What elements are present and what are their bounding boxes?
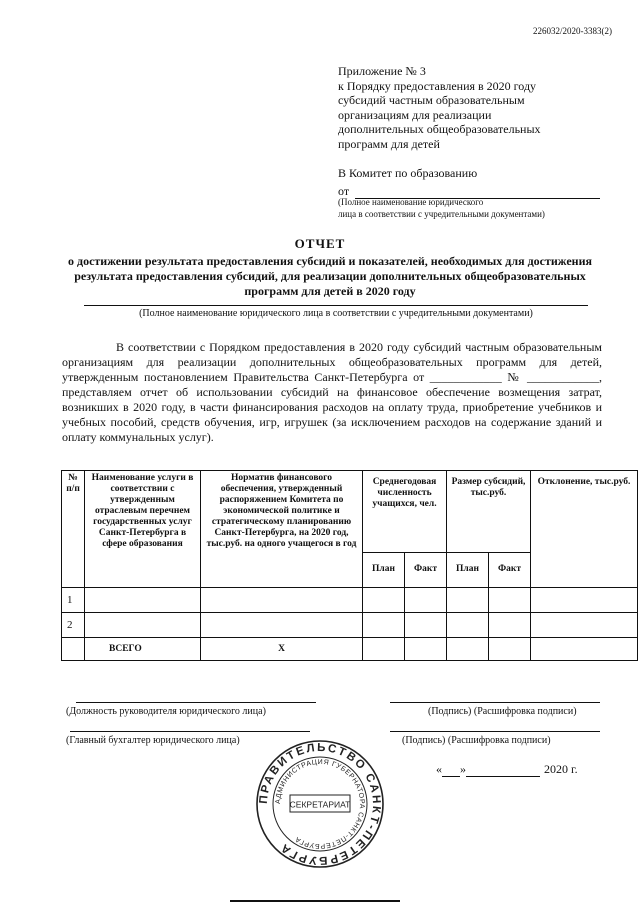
head-position-line [76,702,316,703]
document-title: ОТЧЕТ [294,236,346,251]
row-number: 1 [62,588,85,613]
cell-service [85,613,201,638]
head-position-label: (Должность руководителя юридического лица) [66,706,266,717]
bottom-rule [230,900,400,902]
total-size-plan [447,638,489,661]
entity-hint: (Полное наименование юридического лица в соответствии с учредительными документами) [139,308,533,319]
cell-deviation [531,613,638,638]
document-number: 226032/2020-3383(2) [533,26,612,36]
date-day-blank [442,765,460,777]
header-fact: Факт [489,552,531,587]
cell-avg-plan [363,613,405,638]
total-size-fact [489,638,531,661]
body-text [62,340,602,445]
accountant-label: (Главный бухгалтер юридического лица) [66,735,240,746]
date-year: 2020 г. [544,762,578,776]
accountant-signature-line [390,731,600,732]
report-date [436,762,578,777]
total-avg-plan [363,638,405,661]
row-number: 2 [62,613,85,638]
header-num: № п/п [62,471,85,588]
total-row [62,638,638,661]
header-avg-count: Среднегодовая численность учащихся, чел. [363,471,447,553]
recipient-hint [338,196,608,220]
date-month-blank [466,765,540,777]
appendix-line: к Порядку предоставления в 2020 году [338,78,537,93]
cell-size-fact [489,588,531,613]
cell-size-plan [447,613,489,638]
entity-blank-line [84,305,588,306]
date-close-quote: » [460,762,466,776]
cell-avg-plan [363,588,405,613]
cell-avg-fact [405,613,447,638]
table-row [62,613,638,638]
document-subtitle: о достижении результата предоставления субсидий и показателей, необходимых для достижения результата предоставления субсидий, для реализации дополнительных общеобразовательных программ для детей в 2020 году [68,254,592,298]
total-norm-mark: Х [201,638,363,661]
date-open-quote: « [436,762,442,776]
hint-line-1: (Полное наименование юридического [338,197,484,207]
header-deviation: Отклонение, тыс.руб. [531,471,638,588]
svg-text:СЕКРЕТАРИАТ: СЕКРЕТАРИАТ [289,799,351,810]
total-num-cell [62,638,85,661]
total-avg-fact [405,638,447,661]
appendix-line: программ для детей [338,136,440,151]
table-row [62,588,638,613]
head-signature-line [390,702,600,703]
appendix-line: субсидий частным образовательным [338,93,525,107]
header-fact: Факт [405,552,447,587]
total-label: ВСЕГО [85,638,201,661]
cell-avg-fact [405,588,447,613]
header-norm: Норматив финансового обеспечения, утвержденный распоряжением Комитета по экономической политике и стратегическому планированию Санкт-Петербурга, на 2020 год, тыс.руб. на одного учащегося в год [201,471,363,588]
appendix-line: дополнительных общеобразовательных [338,122,541,136]
accountant-line [70,731,310,732]
total-deviation [531,638,638,661]
header-service: Наименование услуги в соответствии с утвержденным отраслевым перечнем государственных услуг Санкт-Петербурга в сфере образования [85,471,201,588]
cell-size-plan [447,588,489,613]
appendix-line: организациям для реализации [338,107,492,122]
cell-service [85,588,201,613]
head-signature-label: (Подпись) (Расшифровка подписи) [428,706,577,717]
cell-deviation [531,588,638,613]
hint-line-2: лица в соответствии с учредительными документами) [338,209,545,219]
appendix-line: Приложение № 3 [338,64,426,78]
header-plan: План [363,552,405,587]
official-stamp [254,738,386,875]
cell-norm [201,588,363,613]
svg-text:АДМИНИСТРАЦИЯ ГУБЕРНАТОРА САНК: АДМИНИСТРАЦИЯ ГУБЕРНАТОРА САНКТ-ПЕТЕРБУРГА [274,758,366,850]
body-paragraph: В соответствии с Порядком предоставления в 2020 году субсидий частным образовательным организациям для реализации дополнительных общеобразовательных программ для детей, утвержденным постановлением Правительства Санкт-Петербурга от ____________ № ____________, представляем отчет об использовании субсидий на финансовое обеспечение возмещения затрат, возникших в 2020 году, в части финансирования расходов на оплату труда, приобретение учебников и учебных пособий, средств обучения, игр, игрушек (за исключением расходов на содержание зданий и оплату коммунальных услуг). [62,340,602,444]
svg-text:ПРАВИТЕЛЬСТВО САНКТ-ПЕТЕРБУРГА: ПРАВИТЕЛЬСТВО САНКТ-ПЕТЕРБУРГА [257,741,383,867]
stamp-seal-icon [254,738,386,870]
appendix-header [338,64,618,151]
report-table [61,470,638,661]
header-subsidy-size: Размер субсидий, тыс.руб. [447,471,531,553]
header-plan: План [447,552,489,587]
cell-size-fact [489,613,531,638]
from-label: от [338,184,350,198]
recipient-to: В Комитет по образованию [338,166,478,180]
accountant-signature-label: (Подпись) (Расшифровка подписи) [402,735,551,746]
header-row [62,471,638,553]
cell-norm [201,613,363,638]
